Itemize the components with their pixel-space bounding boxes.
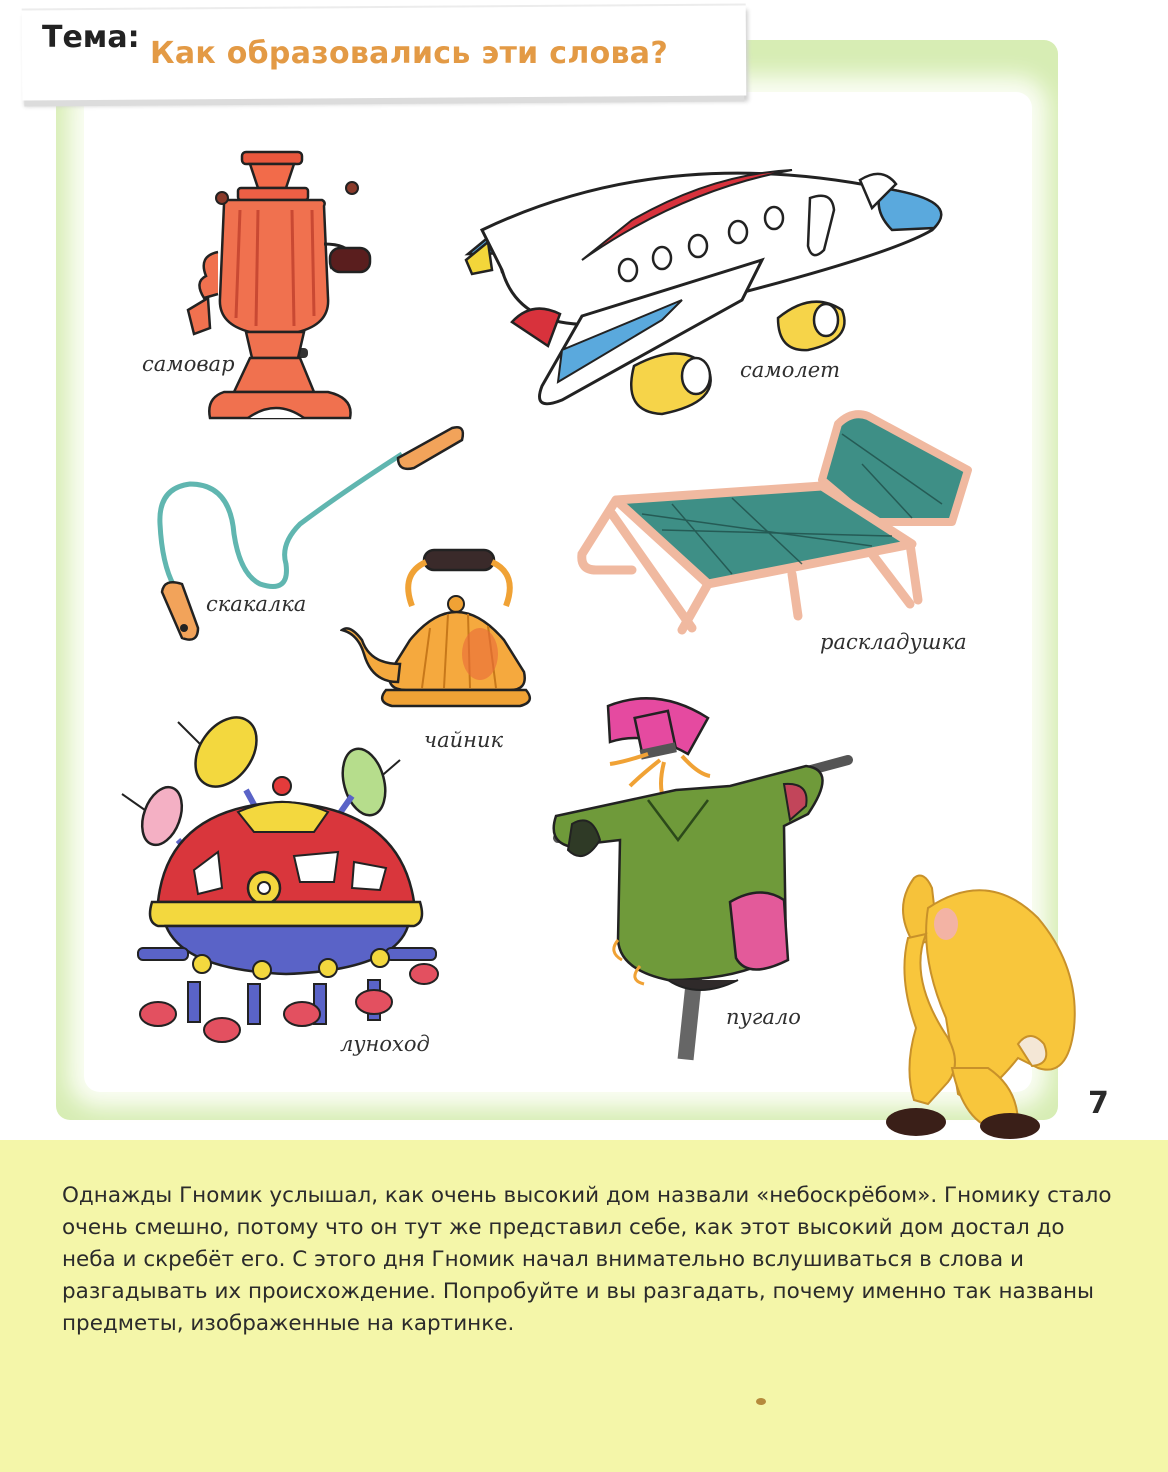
caption-folding-bed: раскладушка bbox=[820, 630, 967, 654]
gnome-icon bbox=[868, 868, 1092, 1140]
caption-airplane: самолет bbox=[740, 358, 841, 382]
caption-lunar-rover: луноход bbox=[340, 1032, 430, 1056]
story-text: Однажды Гномик услышал, как очень высокий дом назвали «небоскрёбом». Гномику стало очень смешно, потому что он тут же представил себе, как этот высокий дом достал до неба и скребёт его. С этого дня Гномик начал внимательно вслушиваться в слова и разгадывать их происхождение. Попробуйте и вы разгадать, почему именно так названы предметы, изображенные на картинке. bbox=[62, 1183, 1112, 1336]
caption-jump-rope: скакалка bbox=[206, 592, 307, 616]
page-number: 7 bbox=[1088, 1086, 1109, 1121]
samovar-icon bbox=[180, 148, 380, 430]
caption-samovar: самовар bbox=[142, 352, 235, 376]
topic-label: Тема: bbox=[42, 20, 140, 55]
caption-kettle: чайник bbox=[424, 728, 504, 752]
page-title: Как образовались эти слова? bbox=[150, 36, 669, 71]
lunar-rover-icon bbox=[118, 712, 448, 1048]
folding-bed-icon bbox=[572, 404, 982, 636]
kettle-icon bbox=[340, 544, 540, 712]
airplane-icon bbox=[462, 150, 962, 420]
caption-scarecrow: пугало bbox=[726, 1005, 801, 1029]
scarecrow-icon bbox=[548, 690, 858, 1066]
paper-speck bbox=[756, 1398, 766, 1405]
